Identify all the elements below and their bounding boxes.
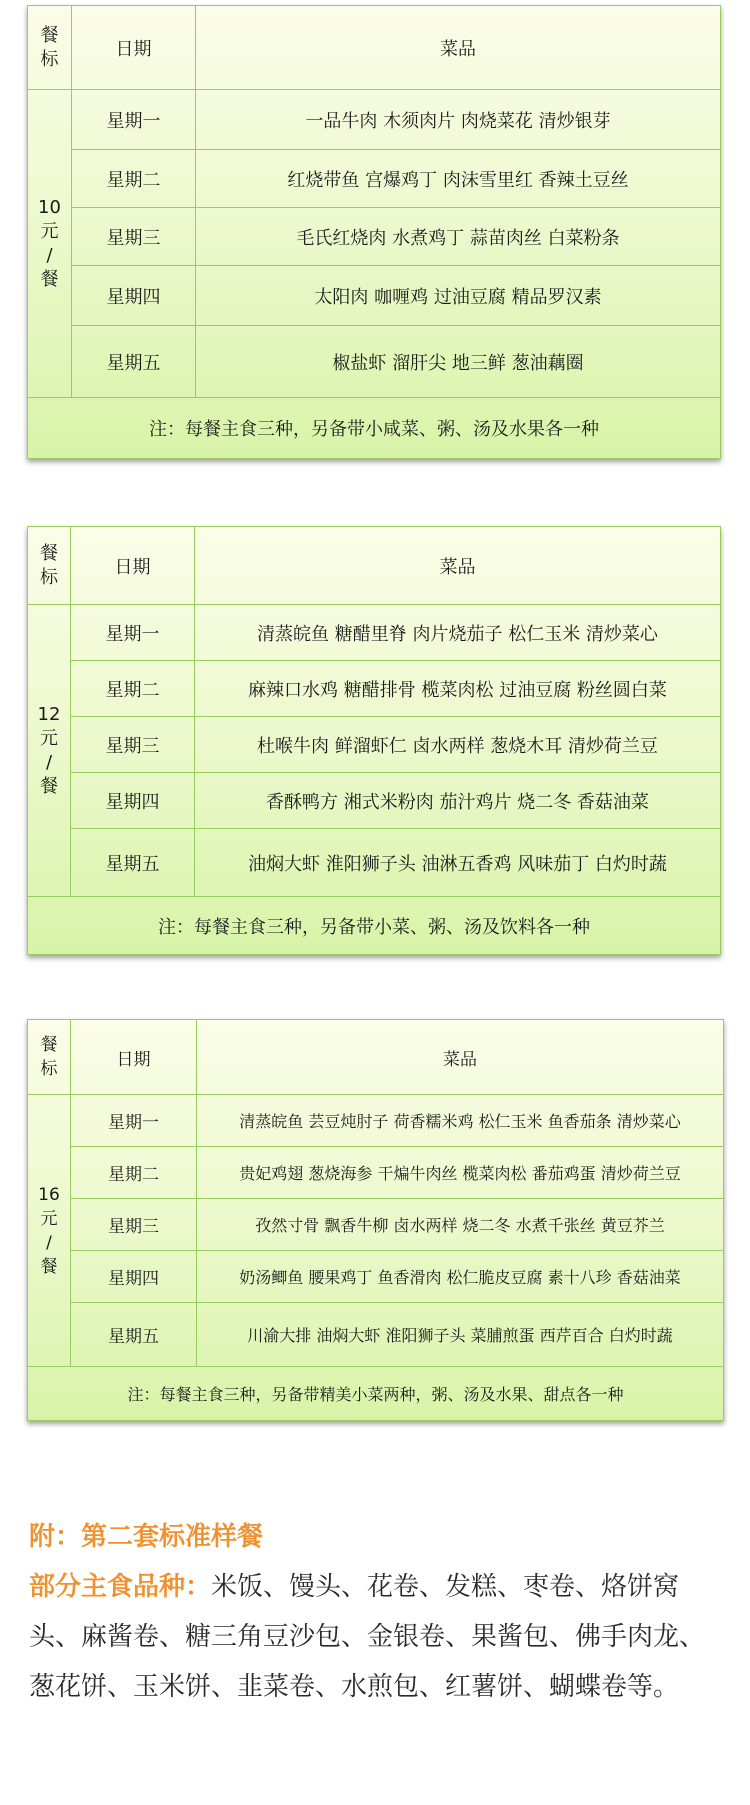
day-wednesday: 星期三 <box>71 1199 197 1251</box>
day-tuesday: 星期二 <box>71 1147 197 1199</box>
dishes-tuesday: 贵妃鸡翅 葱烧海参 干煸牛肉丝 榄菜肉松 番茄鸡蛋 清炒荷兰豆 <box>197 1147 724 1199</box>
header-meal-standard: 餐 标 <box>28 1020 71 1095</box>
day-monday: 星期一 <box>71 1095 197 1147</box>
header-date: 日期 <box>71 1020 197 1095</box>
staple-list: 米饭、馒头、花卷、发糕、枣卷、烙饼窝头、麻酱卷、糖三角豆沙包、金银卷、果酱包、佛手肉龙、葱花饼、玉米饼、韭菜卷、水煎包、红薯饼、蝴蝶卷等。 <box>29 1572 706 1702</box>
price-cell: 16 元 / 餐 <box>28 1095 71 1367</box>
dishes-friday: 油焖大虾 淮阳狮子头 油淋五香鸡 风味茄丁 白灼时蔬 <box>195 829 721 897</box>
day-thursday: 星期四 <box>72 266 196 326</box>
day-tuesday: 星期二 <box>72 150 196 208</box>
header-dishes: 菜品 <box>195 527 721 605</box>
dishes-tuesday: 红烧带鱼 宫爆鸡丁 肉沫雪里红 香辣土豆丝 <box>196 150 721 208</box>
dishes-friday: 椒盐虾 溜肝尖 地三鲜 葱油藕圈 <box>196 326 721 398</box>
dishes-friday: 川渝大排 油焖大虾 淮阳狮子头 菜脯煎蛋 西芹百合 白灼时蔬 <box>197 1303 724 1367</box>
day-thursday: 星期四 <box>71 773 195 829</box>
dishes-monday: 清蒸皖鱼 芸豆炖肘子 荷香糯米鸡 松仁玉米 鱼香茄条 清炒菜心 <box>197 1095 724 1147</box>
table-note: 注：每餐主食三种，另备带小菜、粥、汤及饮料各一种 <box>28 897 721 955</box>
dishes-thursday: 太阳肉 咖喱鸡 过油豆腐 精品罗汉素 <box>196 266 721 326</box>
day-monday: 星期一 <box>72 90 196 150</box>
price-cell: 10 元 / 餐 <box>28 90 72 398</box>
price-cell: 12 元 / 餐 <box>28 605 71 897</box>
day-tuesday: 星期二 <box>71 661 195 717</box>
header-meal-standard: 餐 标 <box>28 6 72 90</box>
header-meal-standard: 餐 标 <box>28 527 71 605</box>
dishes-thursday: 香酥鸭方 湘式米粉肉 茄汁鸡片 烧二冬 香菇油菜 <box>195 773 721 829</box>
header-date: 日期 <box>71 527 195 605</box>
dishes-monday: 一品牛肉 木须肉片 肉烧菜花 清炒银芽 <box>196 90 721 150</box>
header-date: 日期 <box>72 6 196 90</box>
day-friday: 星期五 <box>71 829 195 897</box>
menu-table-16 <box>27 1019 724 1421</box>
day-monday: 星期一 <box>71 605 195 661</box>
day-wednesday: 星期三 <box>72 208 196 266</box>
header-dishes: 菜品 <box>196 6 721 90</box>
table-note: 注：每餐主食三种，另备带精美小菜两种，粥、汤及水果、甜点各一种 <box>28 1367 724 1421</box>
menu-table-10 <box>27 5 721 459</box>
day-friday: 星期五 <box>72 326 196 398</box>
staple-label: 部分主食品种： <box>29 1572 212 1602</box>
appendix-title: 附：第二套标准样餐 <box>29 1522 264 1552</box>
dishes-wednesday: 杜喉牛肉 鲜溜虾仁 卤水两样 葱烧木耳 清炒荷兰豆 <box>195 717 721 773</box>
table-note: 注：每餐主食三种，另备带小咸菜、粥、汤及水果各一种 <box>28 398 721 459</box>
dishes-monday: 清蒸皖鱼 糖醋里脊 肉片烧茄子 松仁玉米 清炒菜心 <box>195 605 721 661</box>
header-dishes: 菜品 <box>197 1020 724 1095</box>
dishes-thursday: 奶汤鲫鱼 腰果鸡丁 鱼香滑肉 松仁脆皮豆腐 素十八珍 香菇油菜 <box>197 1251 724 1303</box>
dishes-tuesday: 麻辣口水鸡 糖醋排骨 榄菜肉松 过油豆腐 粉丝圆白菜 <box>195 661 721 717</box>
dishes-wednesday: 毛氏红烧肉 水煮鸡丁 蒜苗肉丝 白菜粉条 <box>196 208 721 266</box>
menu-table-12 <box>27 526 721 955</box>
day-thursday: 星期四 <box>71 1251 197 1303</box>
appendix-section <box>29 1512 729 1712</box>
day-friday: 星期五 <box>71 1303 197 1367</box>
day-wednesday: 星期三 <box>71 717 195 773</box>
dishes-wednesday: 孜然寸骨 飘香牛柳 卤水两样 烧二冬 水煮千张丝 黄豆芥兰 <box>197 1199 724 1251</box>
